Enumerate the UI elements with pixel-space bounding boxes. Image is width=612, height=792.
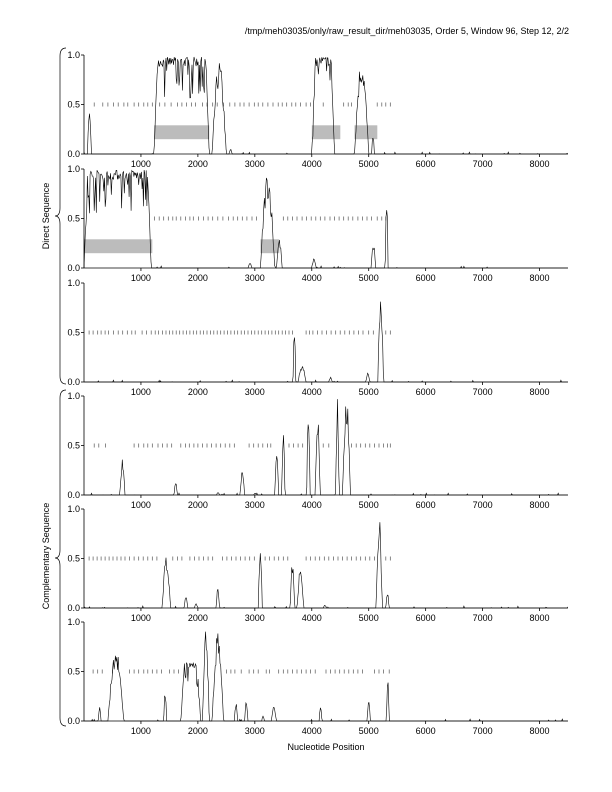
x-tick-label: 5000 <box>358 387 379 397</box>
y-tick-label: 0.5 <box>67 99 80 110</box>
x-tick-label: 7000 <box>472 726 493 736</box>
x-tick-label: 2000 <box>187 273 208 283</box>
x-tick-label: 2000 <box>187 159 208 169</box>
y-tick-label: 0.5 <box>67 440 80 451</box>
coding-region-bar <box>154 125 209 139</box>
panel-direct-frame-2 <box>67 164 568 283</box>
coding-region-bar <box>355 125 378 139</box>
y-tick-label: 0.0 <box>67 716 80 726</box>
coding-potential-line <box>84 57 568 154</box>
y-tick-label: 0.0 <box>67 490 80 500</box>
x-tick-label: 6000 <box>415 726 436 736</box>
panel-complementary-frame-3 <box>67 617 568 736</box>
x-tick-label: 7000 <box>472 387 493 397</box>
y-tick-label: 0.0 <box>67 603 80 613</box>
y-tick-label: 0.0 <box>67 263 80 273</box>
coding-potential-line <box>84 302 568 382</box>
y-tick-label: 0.5 <box>67 327 80 338</box>
y-tick-label: 1.0 <box>67 50 80 60</box>
x-tick-label: 8000 <box>529 387 550 397</box>
coding-region-bar <box>261 239 280 253</box>
x-tick-label: 2000 <box>187 500 208 510</box>
y-tick-label: 0.5 <box>67 666 80 677</box>
x-tick-label: 3000 <box>244 613 265 623</box>
coding-potential-line <box>84 399 568 495</box>
x-tick-label: 1000 <box>130 387 151 397</box>
x-tick-label: 6000 <box>415 613 436 623</box>
direct-sequence-brace <box>55 48 66 384</box>
y-tick-label: 1.0 <box>67 617 80 627</box>
y-tick-label: 1.0 <box>67 278 80 288</box>
x-tick-label: 3000 <box>244 726 265 736</box>
y-tick-label: 1.0 <box>67 164 80 174</box>
coding-potential-line <box>84 522 568 608</box>
coding-potential-line <box>84 632 568 721</box>
y-tick-label: 0.5 <box>67 213 80 224</box>
x-tick-label: 4000 <box>301 500 322 510</box>
y-tick-label: 1.0 <box>67 504 80 514</box>
x-tick-label: 4000 <box>301 159 322 169</box>
x-tick-label: 4000 <box>301 726 322 736</box>
x-tick-label: 3000 <box>244 273 265 283</box>
y-tick-label: 0.0 <box>67 149 80 159</box>
panel-direct-frame-3 <box>67 278 568 397</box>
x-tick-label: 2000 <box>187 726 208 736</box>
x-tick-label: 7000 <box>472 613 493 623</box>
coding-region-bar <box>312 125 341 139</box>
x-tick-label: 2000 <box>187 613 208 623</box>
x-tick-label: 3000 <box>244 387 265 397</box>
x-tick-label: 1000 <box>130 273 151 283</box>
x-tick-label: 1000 <box>130 613 151 623</box>
x-tick-label: 1000 <box>130 500 151 510</box>
x-tick-label: 8000 <box>529 273 550 283</box>
x-tick-label: 5000 <box>358 613 379 623</box>
y-tick-label: 1.0 <box>67 391 80 401</box>
x-tick-label: 6000 <box>415 500 436 510</box>
x-tick-label: 5000 <box>358 273 379 283</box>
complementary-sequence-label: Complementary Sequence <box>41 502 51 610</box>
x-tick-label: 5000 <box>358 500 379 510</box>
panel-complementary-frame-2 <box>67 504 568 623</box>
panels-layer <box>67 50 568 736</box>
coding-region-bar <box>84 239 152 253</box>
x-tick-label: 1000 <box>130 159 151 169</box>
x-tick-label: 6000 <box>415 387 436 397</box>
panel-complementary-frame-1 <box>67 391 568 510</box>
direct-sequence-label: Direct Sequence <box>41 182 51 250</box>
y-tick-label: 0.0 <box>67 377 80 387</box>
x-tick-label: 4000 <box>301 613 322 623</box>
x-tick-label: 4000 <box>301 273 322 283</box>
x-axis-title: Nucleotide Position <box>287 742 365 752</box>
x-tick-label: 3000 <box>244 159 265 169</box>
x-tick-label: 2000 <box>187 387 208 397</box>
x-tick-label: 5000 <box>358 726 379 736</box>
x-tick-label: 4000 <box>301 387 322 397</box>
x-tick-label: 6000 <box>415 159 436 169</box>
complementary-sequence-brace <box>55 390 66 726</box>
x-tick-label: 7000 <box>472 273 493 283</box>
coding-potential-line <box>84 170 568 268</box>
x-tick-label: 8000 <box>529 500 550 510</box>
x-tick-label: 8000 <box>529 159 550 169</box>
x-tick-label: 5000 <box>358 159 379 169</box>
x-tick-label: 8000 <box>529 726 550 736</box>
x-tick-label: 6000 <box>415 273 436 283</box>
chart-title: /tmp/meh03035/only/raw_result_dir/meh03035, Order 5, Window 96, Step 12, 2/2 <box>244 26 569 36</box>
x-tick-label: 7000 <box>472 159 493 169</box>
braces-layer <box>55 48 66 726</box>
x-tick-label: 1000 <box>130 726 151 736</box>
x-tick-label: 7000 <box>472 500 493 510</box>
panel-direct-frame-1 <box>67 50 568 169</box>
x-tick-label: 3000 <box>244 500 265 510</box>
y-tick-label: 0.5 <box>67 553 80 564</box>
x-tick-label: 8000 <box>529 613 550 623</box>
